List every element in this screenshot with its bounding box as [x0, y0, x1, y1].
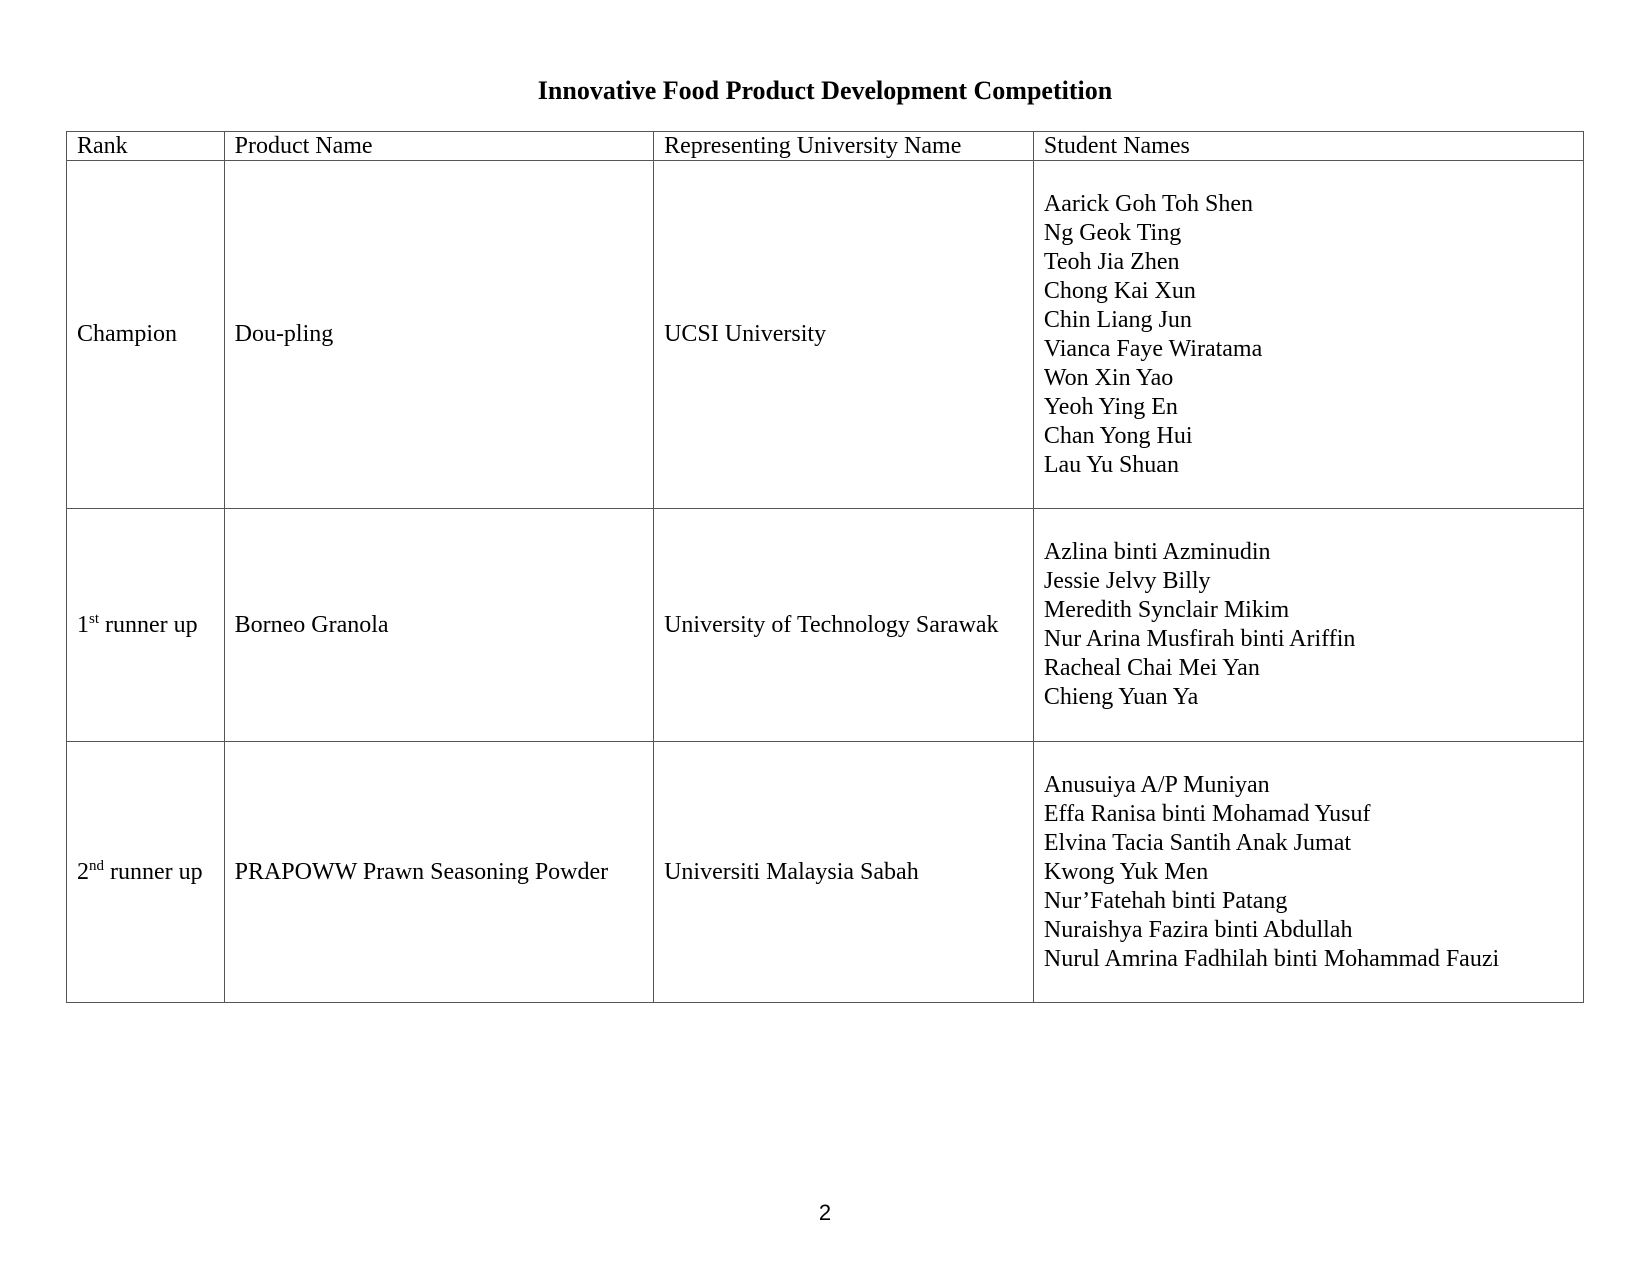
students-cell [1033, 161, 1583, 509]
student-list [1044, 538, 1573, 712]
rank-number: 1 [77, 611, 89, 638]
page-number: 2 [818, 1200, 832, 1225]
student-name: Nur Arina Musfirah binti Ariffin [1043, 626, 1356, 652]
student-name: Ng Geok Ting [1043, 219, 1182, 246]
results-table [66, 131, 1584, 1003]
student-name: Azlina binti Azminudin [1043, 539, 1271, 565]
student-name: Aarick Goh Toh Shen [1043, 190, 1254, 217]
header-student-names: Student Names [1033, 132, 1583, 161]
student-name: Anusuiya A/P Muniyan [1043, 771, 1270, 798]
header-product-name: Product Name [224, 132, 653, 161]
university-cell: Universiti Malaysia Sabah [654, 742, 1034, 1003]
student-name: Chin Liang Jun [1043, 306, 1192, 333]
table-header-row [67, 132, 1584, 161]
product-cell: PRAPOWW Prawn Seasoning Powder [224, 742, 653, 1003]
student-name: Vianca Faye Wiratama [1043, 335, 1263, 362]
student-name: Chong Kai Xun [1043, 277, 1196, 304]
rank-cell [67, 742, 225, 1003]
rank-ordinal-suffix: st [89, 610, 100, 627]
student-name: Racheal Chai Mei Yan [1043, 655, 1260, 681]
university-cell: UCSI University [654, 161, 1034, 509]
rank-text: runner up [99, 611, 198, 638]
university-cell: University of Technology Sarawak [654, 509, 1034, 742]
product-cell: Dou-pling [224, 161, 653, 509]
header-rank: Rank [67, 132, 225, 161]
students-cell [1033, 509, 1583, 742]
rank-text: runner up [104, 858, 203, 885]
student-name: Effa Ranisa binti Mohamad Yusuf [1043, 800, 1371, 827]
product-cell: Borneo Granola [224, 509, 653, 742]
table-row [67, 161, 1584, 509]
student-name: Won Xin Yao [1043, 364, 1174, 391]
student-name: Yeoh Ying En [1043, 393, 1178, 420]
rank-cell [67, 509, 225, 742]
header-university-name: Representing University Name [654, 132, 1034, 161]
student-name: Chan Yong Hui [1043, 422, 1193, 449]
student-name: Nur’Fatehah binti Patang [1043, 887, 1288, 914]
table-row [67, 509, 1584, 742]
student-name: Teoh Jia Zhen [1043, 248, 1180, 275]
page-title: Innovative Food Product Development Competition [537, 76, 1113, 105]
student-name: Lau Yu Shuan [1043, 451, 1179, 478]
rank-number: 2 [77, 858, 89, 885]
student-name: Meredith Synclair Mikim [1043, 597, 1290, 623]
student-list [1044, 771, 1573, 974]
rank-ordinal-suffix: nd [89, 857, 104, 874]
student-name: Kwong Yuk Men [1043, 858, 1209, 885]
student-name: Chieng Yuan Ya [1043, 684, 1199, 710]
student-name: Elvina Tacia Santih Anak Jumat [1043, 829, 1352, 856]
rank-cell: Champion [67, 161, 225, 509]
student-list [1044, 190, 1573, 480]
student-name: Jessie Jelvy Billy [1043, 568, 1211, 594]
students-cell [1033, 742, 1583, 1003]
student-name: Nurul Amrina Fadhilah binti Mohammad Fauzi [1043, 945, 1500, 972]
table-row [67, 742, 1584, 1003]
student-name: Nuraishya Fazira binti Abdullah [1043, 916, 1353, 943]
